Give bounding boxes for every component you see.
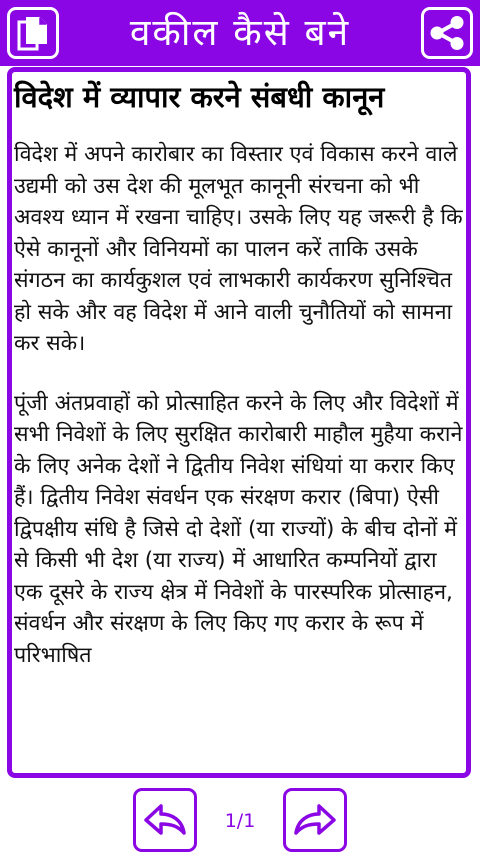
header-bar: [0, 0, 480, 66]
article-title: विदेश में व्यापार करने संबधी कानून: [14, 80, 385, 114]
back-arrow-icon: [142, 800, 188, 840]
share-button[interactable]: [421, 7, 473, 59]
article-body: [12, 72, 466, 671]
content-card[interactable]: [7, 67, 471, 778]
share-icon: [429, 15, 465, 51]
next-page-button[interactable]: [283, 788, 347, 852]
article-paragraph-1: विदेश में अपने कारोबार का विस्तार एवं विकास करने वाले उद्यमी को उस देश की मूलभूत कानूनी संरचना को भी अवश्य ध्यान में रखना चाहिए। उसके लिए यह जरूरी है कि ऐसे कानूनों और विनियमों का पालन करें ताकि उसके संगठन का कार्यकुशल एवं लाभकारी कार्यकरण सुनिश्चित हो सके और वह विदेश में आने वाली चुनौतियों को सामना कर सके।: [14, 142, 463, 356]
app-title: वकील कैसे बने: [129, 11, 351, 54]
previous-page-button[interactable]: [133, 788, 197, 852]
pages-icon: [17, 15, 49, 51]
article-paragraph-2: पूंजी अंतप्रवाहों को प्रोत्साहित करने के लिए और विदेशों में सभी निवेशों के लिए सुरक्षित कारोबारी माहौल मुहैया कराने के लिए अनेक देशों ने द्वितीय निवेश संधियां या करार किए हैं। द्वितीय निवेश संवर्धन एक संरक्षण करार (बिपा) ऐसी द्विपक्षीय संधि है जिसे दो देशों (या राज्यों) के बीच दोनों में से किसी भी देश (या राज्य) में आधारित कम्पनियों द्वारा एक दूसरे के राज्य क्षेत्र में निवेशों के पारस्परिक प्रोत्साहन, संवर्धन और संरक्षण के लिए किए गए करार के रूप में परिभाषित: [14, 390, 463, 668]
forward-arrow-icon: [292, 800, 338, 840]
page-indicator: 1/1: [224, 810, 256, 832]
pages-button[interactable]: [7, 7, 59, 59]
